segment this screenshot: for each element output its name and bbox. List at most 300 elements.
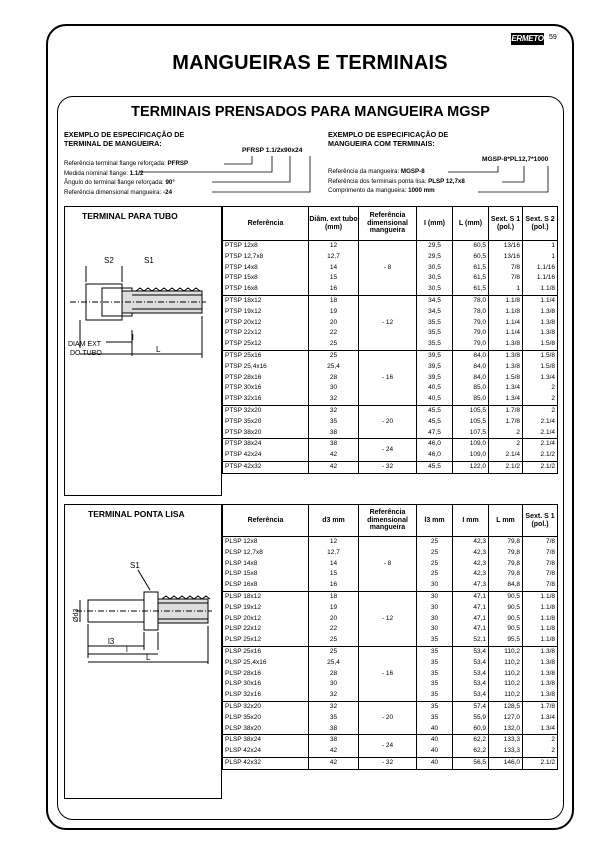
size-cell: 25 (309, 635, 359, 646)
column-header: l3 mm (417, 505, 453, 537)
value-cell: 35 (417, 635, 453, 646)
value-cell: 53,4 (453, 669, 489, 680)
ref-cell: PTSP 32x16 (223, 394, 309, 405)
example-left-line-label: Medida nominal flange: (64, 169, 130, 177)
ref-cell: PTSP 38x24 (223, 439, 309, 450)
value-cell: 84,0 (453, 350, 489, 361)
terminal-tube-table (222, 206, 558, 474)
ref-cell: PLSP 32x20 (223, 701, 309, 712)
value-cell: 1.1/4 (489, 328, 523, 339)
value-cell: 1.3/8 (489, 362, 523, 373)
big-l-label: L (156, 345, 161, 354)
ref-cell: PLSP 12,7x8 (223, 548, 309, 559)
table-row (223, 646, 558, 657)
value-cell: 35 (417, 713, 453, 724)
ref-cell: PLSP 30x16 (223, 679, 309, 690)
value-cell: 53,4 (453, 679, 489, 690)
value-cell: 1.3/8 (523, 646, 558, 657)
value-cell: 107,5 (453, 428, 489, 439)
value-cell: 39,5 (417, 373, 453, 384)
size-cell: 15 (309, 569, 359, 580)
value-cell: 105,5 (453, 417, 489, 428)
value-cell: 46,0 (417, 439, 453, 450)
column-header: I (mm) (417, 207, 453, 241)
s1-label: S1 (130, 561, 140, 570)
example-left-code: PFRSP 1.1/2x90x24 (242, 147, 303, 154)
dim-ref-cell: - 20 (359, 701, 417, 734)
ref-cell: PTSP 22x12 (223, 328, 309, 339)
value-cell: 62,2 (453, 735, 489, 746)
size-cell: 25 (309, 646, 359, 657)
ref-cell: PTSP 38x20 (223, 428, 309, 439)
size-cell: 14 (309, 263, 359, 274)
value-cell: 53,4 (453, 690, 489, 701)
size-cell: 42 (309, 746, 359, 757)
value-cell: 1.3/8 (489, 350, 523, 361)
example-right-line-label: Referência dos terminais ponta lisa: (328, 177, 429, 185)
value-cell: 35 (417, 690, 453, 701)
size-cell: 16 (309, 580, 359, 591)
l-label: l (126, 645, 128, 654)
value-cell: 47,1 (453, 614, 489, 625)
value-cell: 1.3/4 (489, 383, 523, 394)
value-cell: 1.5/8 (489, 373, 523, 384)
value-cell: 78,0 (453, 295, 489, 306)
ref-cell: PLSP 32x16 (223, 690, 309, 701)
table-row (223, 701, 558, 712)
value-cell: 40 (417, 724, 453, 735)
value-cell: 7/8 (523, 548, 558, 559)
ref-cell: PTSP 42x32 (223, 461, 309, 473)
example-left-line-label: Ângulo do terminal flange reforçada: (64, 179, 166, 186)
value-cell: 79,8 (489, 537, 523, 548)
dim-ref-cell: - 8 (359, 241, 417, 296)
size-cell: 32 (309, 405, 359, 416)
value-cell: 1.3/4 (523, 373, 558, 384)
page-title: MANGUEIRAS E TERMINAIS (172, 52, 448, 74)
size-cell: 12,7 (309, 252, 359, 263)
ref-cell: PLSP 28x16 (223, 669, 309, 680)
ref-cell: PTSP 28x16 (223, 373, 309, 384)
size-cell: 35 (309, 713, 359, 724)
value-cell: 29,5 (417, 252, 453, 263)
example-left-line-value: PFRSP (167, 160, 189, 167)
value-cell: 30 (417, 591, 453, 602)
ref-cell: PTSP 12,7x8 (223, 252, 309, 263)
value-cell: 2.1/4 (523, 439, 558, 450)
value-cell: 30,5 (417, 273, 453, 284)
value-cell: 7/8 (523, 569, 558, 580)
column-header: Referência dimensional mangueira (359, 505, 417, 537)
s1-label: S1 (144, 256, 154, 265)
size-cell: 32 (309, 690, 359, 701)
value-cell: 53,4 (453, 646, 489, 657)
value-cell: 2.1/4 (489, 450, 523, 461)
size-cell: 38 (309, 439, 359, 450)
value-cell: 47,1 (453, 591, 489, 602)
ref-cell: PTSP 42x24 (223, 450, 309, 461)
ref-cell: PLSP 14x8 (223, 559, 309, 570)
ref-cell: PTSP 25x12 (223, 339, 309, 350)
ref-cell: PTSP 32x20 (223, 405, 309, 416)
example-right-line-label: Comprimento da mangueira: (328, 187, 409, 194)
size-cell: 25,4 (309, 658, 359, 669)
value-cell: 132,0 (489, 724, 523, 735)
ref-cell: PLSP 35x20 (223, 713, 309, 724)
terminal-smooth-end-drawing (66, 554, 220, 674)
dim-ref-cell: - 12 (359, 295, 417, 350)
value-cell: 79,0 (453, 339, 489, 350)
size-cell: 12 (309, 241, 359, 252)
value-cell: 47,1 (453, 603, 489, 614)
s2-label: S2 (104, 256, 114, 265)
ref-cell: PTSP 25,4x16 (223, 362, 309, 373)
size-cell: 25 (309, 339, 359, 350)
value-cell: 1.3/8 (523, 669, 558, 680)
value-cell: 25 (417, 537, 453, 548)
column-header: Sext. S 2 (pol.) (523, 207, 558, 241)
big-l-label: L (146, 653, 151, 662)
size-cell: 18 (309, 591, 359, 602)
tubo-label: DO TUBO (70, 350, 102, 357)
value-cell: 1.3/8 (523, 328, 558, 339)
value-cell: 13/16 (489, 252, 523, 263)
value-cell: 1.7/8 (489, 405, 523, 416)
value-cell: 2 (489, 439, 523, 450)
size-cell: 30 (309, 383, 359, 394)
value-cell: 133,3 (489, 735, 523, 746)
value-cell: 1.7/8 (489, 417, 523, 428)
value-cell: 61,5 (453, 273, 489, 284)
value-cell: 1.3/4 (523, 724, 558, 735)
value-cell: 84,8 (489, 580, 523, 591)
value-cell: 61,5 (453, 263, 489, 274)
ref-cell: PLSP 42x32 (223, 757, 309, 769)
value-cell: 30 (417, 603, 453, 614)
value-cell: 109,0 (453, 450, 489, 461)
table-row (223, 591, 558, 602)
value-cell: 1.3/8 (523, 658, 558, 669)
ref-cell: PTSP 14x8 (223, 263, 309, 274)
value-cell: 110,2 (489, 646, 523, 657)
value-cell: 7/8 (523, 537, 558, 548)
example-right-heading-2: MANGUEIRA COM TERMINAIS: (328, 139, 435, 148)
terminal-tube-drawing (66, 246, 220, 366)
value-cell: 60,5 (453, 241, 489, 252)
value-cell: 2.1/2 (523, 757, 558, 769)
example-left-line-value: -24 (163, 188, 173, 196)
column-header: L (mm) (453, 207, 489, 241)
value-cell: 7/8 (523, 559, 558, 570)
ref-cell: PTSP 18x12 (223, 295, 309, 306)
value-cell: 35,5 (417, 339, 453, 350)
value-cell: 42,3 (453, 569, 489, 580)
size-cell: 38 (309, 735, 359, 746)
example-left-line-value: 1.1/2 (129, 169, 144, 177)
dim-ref-cell: - 32 (359, 461, 417, 473)
ref-cell: PLSP 20x12 (223, 614, 309, 625)
dim-ref-cell: - 24 (359, 735, 417, 758)
value-cell: 127,0 (489, 713, 523, 724)
value-cell: 40 (417, 757, 453, 769)
dim-ref-cell: - 8 (359, 537, 417, 592)
value-cell: 2 (523, 394, 558, 405)
table-row (223, 757, 558, 769)
value-cell: 7/8 (489, 263, 523, 274)
size-cell: 18 (309, 295, 359, 306)
size-cell: 42 (309, 757, 359, 769)
value-cell: 1.5/8 (523, 339, 558, 350)
value-cell: 25 (417, 569, 453, 580)
example-right-line-value: MGSP-8 (400, 168, 425, 175)
value-cell: 60,9 (453, 724, 489, 735)
value-cell: 1.3/4 (523, 713, 558, 724)
value-cell: 35 (417, 701, 453, 712)
size-cell: 30 (309, 679, 359, 690)
size-cell: 28 (309, 669, 359, 680)
page-number: 59 (549, 34, 557, 41)
value-cell: 45,5 (417, 417, 453, 428)
value-cell: 1.3/4 (489, 394, 523, 405)
value-cell: 13/16 (489, 241, 523, 252)
table-row (223, 537, 558, 548)
column-header: L mm (489, 505, 523, 537)
column-header: Diâm. ext tubo (mm) (309, 207, 359, 241)
column-header: Sext. S 1 (pol.) (489, 207, 523, 241)
value-cell: 53,4 (453, 658, 489, 669)
value-cell: 1.3/8 (523, 679, 558, 690)
value-cell: 30,5 (417, 284, 453, 295)
example-right-line-label: Referência da mangueira: (328, 168, 401, 175)
dim-ref-cell: - 16 (359, 350, 417, 405)
example-right-line-value: 1000 mm (408, 187, 435, 194)
table-row (223, 439, 558, 450)
value-cell: 84,0 (453, 362, 489, 373)
example-left-line-value: 90° (165, 179, 175, 186)
value-cell: 2 (523, 405, 558, 416)
value-cell: 85,0 (453, 383, 489, 394)
ref-cell: PTSP 16x8 (223, 284, 309, 295)
value-cell: 2 (523, 383, 558, 394)
ref-cell: PLSP 25,4x16 (223, 658, 309, 669)
ref-cell: PLSP 15x8 (223, 569, 309, 580)
value-cell: 90,5 (489, 624, 523, 635)
dim-ref-cell: - 32 (359, 757, 417, 769)
column-header: Sext. S 1 (pol.) (523, 505, 558, 537)
value-cell: 35,5 (417, 328, 453, 339)
size-cell: 22 (309, 328, 359, 339)
ref-cell: PLSP 16x8 (223, 580, 309, 591)
value-cell: 85,0 (453, 394, 489, 405)
value-cell: 42,3 (453, 537, 489, 548)
example-right-heading-1: EXEMPLO DE ESPECIFICAÇÃO DE (328, 130, 449, 139)
value-cell: 2.1/4 (523, 428, 558, 439)
value-cell: 1.3/8 (523, 690, 558, 701)
value-cell: 84,0 (453, 373, 489, 384)
value-cell: 60,5 (453, 252, 489, 263)
value-cell: 110,2 (489, 669, 523, 680)
size-cell: 38 (309, 428, 359, 439)
value-cell: 1.1/8 (523, 624, 558, 635)
l3-label: l3 (108, 637, 115, 646)
size-cell: 16 (309, 284, 359, 295)
size-cell: 25 (309, 350, 359, 361)
value-cell: 2 (523, 746, 558, 757)
value-cell: 109,0 (453, 439, 489, 450)
value-cell: 62,2 (453, 746, 489, 757)
value-cell: 35 (417, 658, 453, 669)
column-header: Referência (223, 505, 309, 537)
dim-ref-cell: - 24 (359, 439, 417, 462)
table-row (223, 350, 558, 361)
value-cell: 1.7/8 (523, 701, 558, 712)
value-cell: 78,0 (453, 307, 489, 318)
size-cell: 20 (309, 614, 359, 625)
example-left-heading-1: EXEMPLO DE ESPECIFICAÇÃO DE (64, 130, 185, 139)
ref-cell: PTSP 25x16 (223, 350, 309, 361)
value-cell: 47,3 (453, 580, 489, 591)
size-cell: 35 (309, 417, 359, 428)
value-cell: 1.1/8 (523, 603, 558, 614)
example-left-line-label: Referência dimensional mangueira: (64, 188, 164, 196)
size-cell: 42 (309, 450, 359, 461)
value-cell: 56,5 (453, 757, 489, 769)
value-cell: 52,1 (453, 635, 489, 646)
value-cell: 146,0 (489, 757, 523, 769)
size-cell: 14 (309, 559, 359, 570)
value-cell: 79,0 (453, 318, 489, 329)
value-cell: 79,8 (489, 559, 523, 570)
value-cell: 40 (417, 735, 453, 746)
value-cell: 55,9 (453, 713, 489, 724)
example-left-line-label: Referência terminal flange reforçada: (64, 160, 168, 167)
size-cell: 15 (309, 273, 359, 284)
size-cell: 22 (309, 624, 359, 635)
value-cell: 45,5 (417, 461, 453, 473)
value-cell: 42,3 (453, 548, 489, 559)
value-cell: 1.1/8 (523, 591, 558, 602)
table-row (223, 295, 558, 306)
value-cell: 47,1 (453, 624, 489, 635)
value-cell: 1.1/4 (489, 318, 523, 329)
terminal-smooth-end-table (222, 504, 558, 770)
size-cell: 42 (309, 461, 359, 473)
value-cell: 1.3/8 (523, 318, 558, 329)
value-cell: 57,4 (453, 701, 489, 712)
value-cell: 90,5 (489, 591, 523, 602)
value-cell: 2.1/2 (523, 461, 558, 473)
section2-drawing-title: TERMINAL PONTA LISA (88, 509, 185, 519)
ref-cell: PLSP 38x24 (223, 735, 309, 746)
value-cell: 1.1/8 (489, 295, 523, 306)
value-cell: 25 (417, 548, 453, 559)
value-cell: 1 (523, 241, 558, 252)
value-cell: 95,5 (489, 635, 523, 646)
dim-ref-cell: - 16 (359, 646, 417, 701)
value-cell: 1.1/8 (523, 635, 558, 646)
value-cell: 1.3/8 (523, 307, 558, 318)
value-cell: 1 (489, 284, 523, 295)
value-cell: 2 (523, 735, 558, 746)
value-cell: 1 (523, 252, 558, 263)
value-cell: 79,0 (453, 328, 489, 339)
dim-ref-cell: - 20 (359, 405, 417, 438)
value-cell: 90,5 (489, 614, 523, 625)
value-cell: 110,2 (489, 690, 523, 701)
example-left-heading-2: TERMINAL DE MANGUEIRA: (64, 139, 162, 148)
value-cell: 35 (417, 646, 453, 657)
ref-cell: PLSP 25x16 (223, 646, 309, 657)
value-cell: 35 (417, 669, 453, 680)
value-cell: 29,5 (417, 241, 453, 252)
table-row (223, 241, 558, 252)
value-cell: 1.1/4 (523, 295, 558, 306)
ref-cell: PTSP 15x8 (223, 273, 309, 284)
ref-cell: PTSP 19x12 (223, 307, 309, 318)
value-cell: 1.1/8 (523, 284, 558, 295)
value-cell: 35,5 (417, 318, 453, 329)
value-cell: 30 (417, 580, 453, 591)
ref-cell: PLSP 25x12 (223, 635, 309, 646)
value-cell: 40,5 (417, 394, 453, 405)
value-cell: 2.1/2 (489, 461, 523, 473)
size-cell: 19 (309, 307, 359, 318)
value-cell: 1.1/16 (523, 263, 558, 274)
value-cell: 42,3 (453, 559, 489, 570)
value-cell: 25 (417, 559, 453, 570)
ref-cell: PLSP 12x8 (223, 537, 309, 548)
value-cell: 2.1/2 (523, 450, 558, 461)
ref-cell: PLSP 38x20 (223, 724, 309, 735)
value-cell: 34,5 (417, 295, 453, 306)
value-cell: 1.3/8 (489, 339, 523, 350)
size-cell: 25,4 (309, 362, 359, 373)
value-cell: 2 (489, 428, 523, 439)
section-subtitle: TERMINAIS PRENSADOS PARA MANGUEIRA MGSP (131, 104, 490, 120)
column-header: Referência dimensional mangueira (359, 207, 417, 241)
size-cell: 12 (309, 537, 359, 548)
ref-cell: PLSP 22x12 (223, 624, 309, 635)
size-cell: 28 (309, 373, 359, 384)
value-cell: 1.5/8 (523, 350, 558, 361)
value-cell: 122,0 (453, 461, 489, 473)
ref-cell: PTSP 35x20 (223, 417, 309, 428)
value-cell: 128,5 (489, 701, 523, 712)
value-cell: 39,5 (417, 350, 453, 361)
example-right-line-value: PLSP 12,7x8 (428, 177, 465, 185)
value-cell: 79,8 (489, 548, 523, 559)
size-cell: 32 (309, 394, 359, 405)
table-row (223, 461, 558, 473)
size-cell: 12,7 (309, 548, 359, 559)
value-cell: 47,5 (417, 428, 453, 439)
value-cell: 35 (417, 679, 453, 690)
value-cell: 105,5 (453, 405, 489, 416)
ref-cell: PLSP 42x24 (223, 746, 309, 757)
value-cell: 45,5 (417, 405, 453, 416)
value-cell: 110,2 (489, 679, 523, 690)
ref-cell: PLSP 19x12 (223, 603, 309, 614)
value-cell: 40 (417, 746, 453, 757)
value-cell: 90,5 (489, 603, 523, 614)
ref-cell: PTSP 12x8 (223, 241, 309, 252)
value-cell: 110,2 (489, 658, 523, 669)
ermeto-logo: ERMETO (511, 34, 544, 43)
value-cell: 1.1/16 (523, 273, 558, 284)
value-cell: 133,3 (489, 746, 523, 757)
diam-label: DIAM EXT (68, 341, 102, 348)
column-header: Referência (223, 207, 309, 241)
